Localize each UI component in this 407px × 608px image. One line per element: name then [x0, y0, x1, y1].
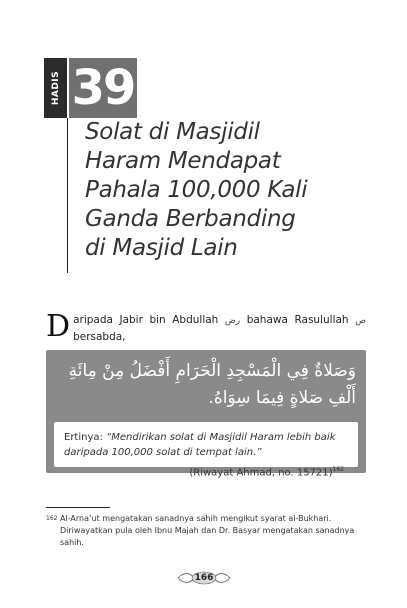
source-text: (Riwayat Ahmad, no. 15721)	[189, 467, 333, 479]
footnote-number: 162	[46, 515, 58, 522]
drop-cap: D	[46, 309, 71, 344]
footnote	[46, 513, 364, 549]
translation-quote: “Mendirikan solat di Masjidil Haram lebih baik daripada 100,000 solat di tempat lain.”	[64, 432, 336, 458]
hadis-label-tag	[44, 58, 67, 118]
hadith-box	[46, 350, 366, 479]
translation-text	[64, 430, 348, 460]
title-line: di Masjid Lain	[85, 235, 238, 261]
intro-text: bahawa Rasulullah	[246, 314, 349, 326]
footnote-rule	[46, 507, 110, 508]
hadis-number-box	[69, 58, 137, 118]
arabic-text: وَصَلاةٌ فِي الْمَسْجِدِ الْحَرَامِ أَفْضَلُ مِنْ مِائَةِ أَلْفِ صَلاةٍ فِيمَا سِوَاهُ.	[68, 361, 356, 408]
hadis-label: HADIS	[50, 70, 61, 106]
chapter-title	[85, 118, 385, 263]
page-number: 166	[194, 573, 214, 583]
title-line: Ganda Berbanding	[85, 206, 296, 232]
footnote-text: Al-Arna’ut mengatakan sanadnya sahih mengikut syarat al-Bukhari. Diriwayatkan pula oleh Ibnu Majah dan Dr. Basyar mengatakan sanadnya sahih.	[60, 514, 355, 547]
translation-box	[54, 422, 358, 479]
intro-paragraph	[46, 309, 367, 345]
page-number-badge	[176, 571, 232, 585]
title-line: Haram Mendapat	[85, 148, 281, 174]
intro-text: aripada Jabir bin Abdullah	[73, 314, 219, 326]
hadis-number: 39	[71, 60, 135, 116]
footnote-ref[interactable]: 162	[332, 466, 344, 473]
honorific-symbol: ص	[355, 316, 367, 326]
honorific-symbol: رض	[224, 316, 241, 326]
title-divider	[67, 118, 68, 273]
intro-text: bersabda,	[73, 331, 126, 343]
translation-prefix: Ertinya:	[64, 432, 107, 443]
title-line: Solat di Masjidil	[85, 119, 260, 145]
title-line: Pahala 100,000 Kali	[85, 177, 308, 203]
hadith-source	[189, 466, 344, 478]
